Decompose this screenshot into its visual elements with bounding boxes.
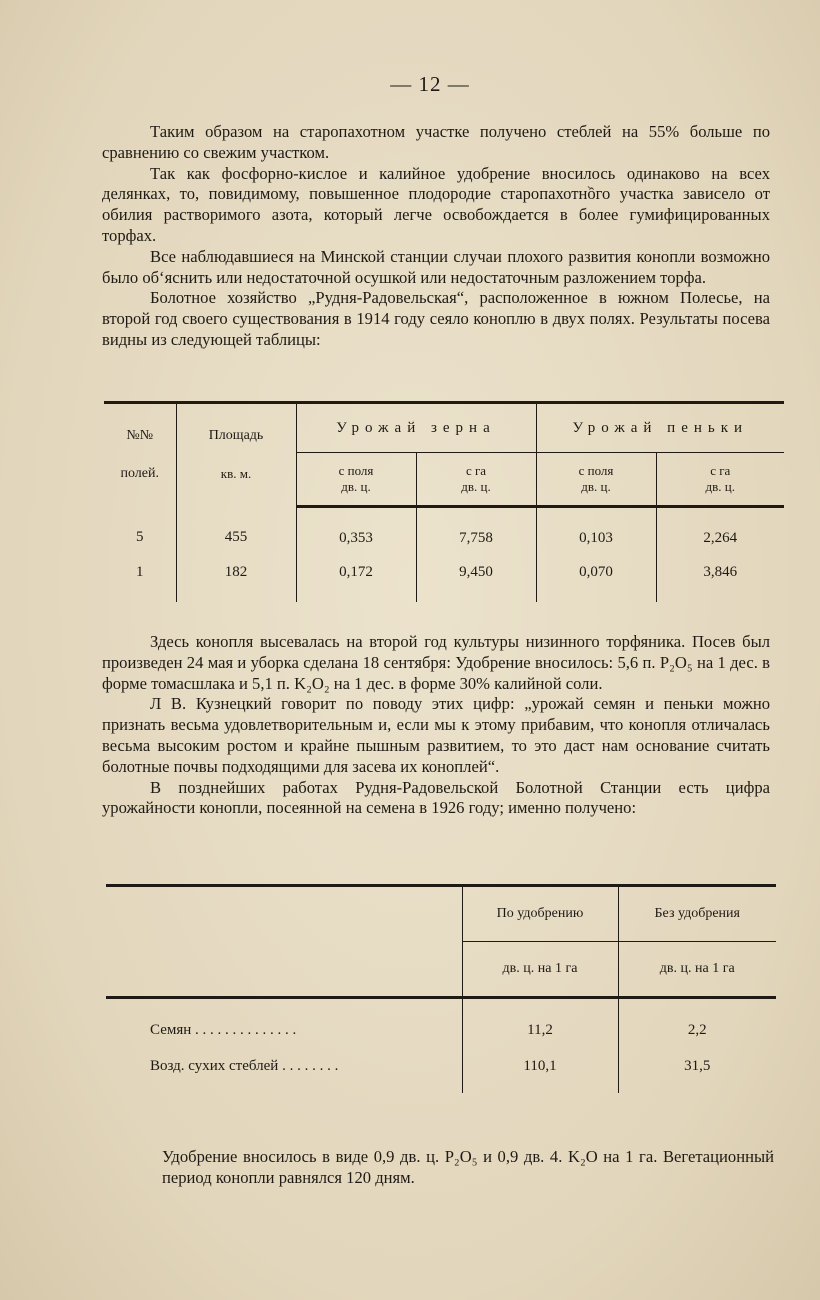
subheader-line1: с га [710,463,731,478]
header-fields-line1: №№ [126,428,154,444]
page-number: — 12 — [390,72,470,96]
header-grain-per-field [296,453,416,507]
header-fields-line2: полей. [120,466,159,482]
paragraph: В позднейших работах Рудня-Радовельской Болотной Станции есть цифра урожайности конопли, посеянной на семена в 1926 году; именно получено: [102,777,770,818]
cell-fiber-ha: 2,264 [656,507,784,556]
table-row [106,998,776,1049]
header-grain-yield: Урожай зерна [296,403,536,453]
row-label: Возд. сухих стеблей . . . . . . . . [150,1057,339,1074]
paragraph: Здесь конопля высевалась на второй год культуры низинного торфяника. Посев был произведен 24 мая и уборка сделана 18 сентября: Удобрение вносилось: 5,6 п. P₂O₅ на 1 дес. в форме томасшлака и 5,1 п. K₂O₂ на 1 дес. в форме 30% калийной соли. [102,632,770,693]
table-row [104,507,784,556]
header-grain-per-ha [416,453,536,507]
text-block-bottom [162,1147,774,1189]
cell-fert: 11,2 [462,998,618,1049]
hemp-yield-table-1914 [104,401,784,602]
subheader-line1: с поля [338,463,374,478]
paragraph: Л В. Кузнецкий говорит по поводу этих цифр: „урожай семян и пеньки можно признать весьма удовлетворительным и, если мы к этому прибавим, что конопля отличалась весьма высоким ростом и крайне пышным развитием, то это даст нам основание считать болотные почвы подходящими для засева их коноплей“. [102,694,770,776]
subheader-line2: дв. ц. [581,479,611,494]
cell-grain-field: 0,172 [296,555,416,602]
subheader-line1: с поля [578,463,614,478]
cell-grain-ha: 7,758 [416,507,536,556]
table-row [104,555,784,602]
cell-grain-field: 0,353 [296,507,416,556]
header-empty [106,942,462,998]
subheader-line2: дв. ц. [341,479,371,494]
text-block-top [102,122,770,351]
header-fields [104,403,176,507]
header-with-fertilizer: По удобрению [462,886,618,942]
header-area-line1: Площадь [208,428,264,444]
subheader-line2: дв. ц. [461,479,491,494]
cell-fiber-ha: 3,846 [656,555,784,602]
cell-nofert: 2,2 [618,998,776,1049]
header-unit-fert: дв. ц. на 1 га [462,942,618,998]
header-fiber-per-field [536,453,656,507]
header-area [176,403,296,507]
cell-area: 182 [176,555,296,602]
cell-field: 5 [136,528,144,545]
paragraph: Все наблюдавшиеся на Минской станции случаи плохого развития конопли возможно было об‘яснить или недостаточной осушкой или недостаточным разложением торфа. [102,246,770,287]
cell-nofert: 31,5 [618,1048,776,1093]
cell-fert: 110,1 [462,1048,618,1093]
cell-grain-ha: 9,450 [416,555,536,602]
paragraph: Болотное хозяйство „Рудня-Радовельская“, расположенное в южном Полесье, на второй год своего существования в 1914 году сеяло коноплю в двух полях. Результаты посева видны из следующей таблицы: [102,288,770,349]
cell-fiber-field: 0,070 [536,555,656,602]
header-fiber-per-ha [656,453,784,507]
paragraph: Удобрение вносилось в виде 0,9 дв. ц. P₂O₅ и 0,9 дв. 4. K₂O на 1 га. Вегетационный период конопли равнялся 120 дням. [162,1147,774,1187]
paragraph: Так как фосфорно-кислое и калийное удобрение вносилось одинаково на всех делянках, то, повидимому, повышенное плодородие старопахотнồго участка зависело от обилия растворимого азота, который легче освобождается в более гумифицированных торфах. [102,163,770,245]
header-area-line2: кв. м. [220,466,252,482]
paragraph: Таким образом на старопахотном участке получено стеблей на 55% больше по сравнению со свежим участком. [102,122,770,162]
cell-fiber-field: 0,103 [536,507,656,556]
subheader-line2: дв. ц. [705,479,735,494]
cell-field: 1 [136,563,144,580]
header-without-fertilizer: Без удобрения [618,886,776,942]
header-empty [106,886,462,942]
text-block-middle [102,632,770,819]
header-fiber-yield: Урожай пеньки [536,403,784,453]
subheader-line1: с га [465,463,487,478]
cell-area: 455 [176,507,296,556]
header-unit-nofert: дв. ц. на 1 га [618,942,776,998]
hemp-yield-table-1926 [106,884,776,1093]
table-row [106,1048,776,1093]
row-label: Семян . . . . . . . . . . . . . . [150,1021,297,1038]
